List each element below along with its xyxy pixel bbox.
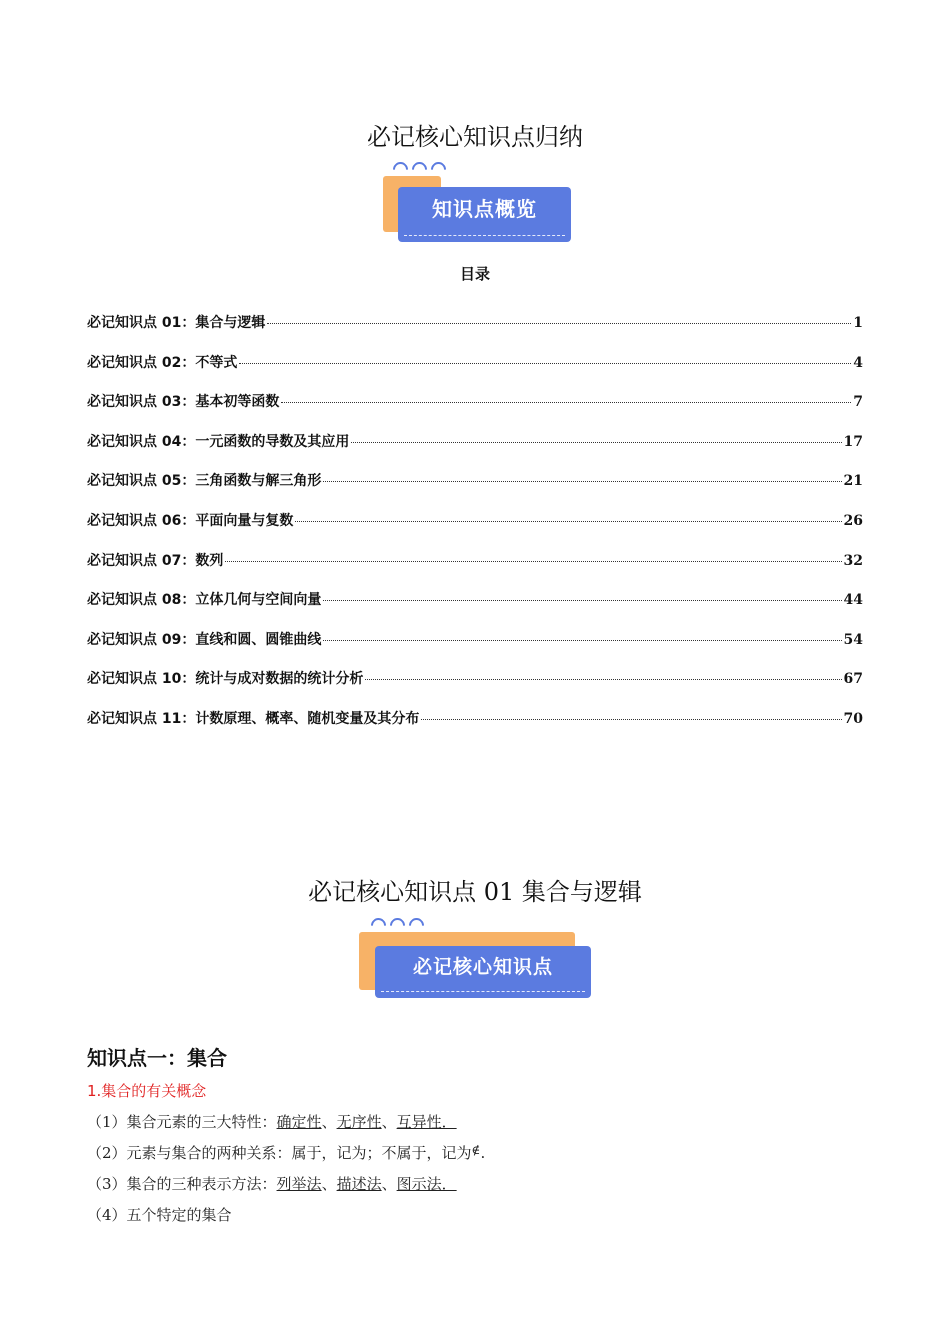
document-title: 必记核心知识点归纳	[367, 123, 583, 151]
overview-banner	[383, 162, 573, 244]
paragraph-properties	[87, 1111, 457, 1132]
toc-row-label: 必记知识点 07：数列	[87, 553, 224, 569]
toc-row[interactable]	[87, 550, 863, 570]
not-in-symbol: ∉	[471, 1143, 481, 1157]
toc-row-page: 4	[853, 355, 863, 371]
toc-row-label: 必记知识点 05：三角函数与解三角形	[87, 473, 322, 489]
toc-row[interactable]	[87, 629, 863, 649]
paragraph-methods	[87, 1173, 457, 1194]
paragraph-relations	[87, 1142, 485, 1163]
subheading-concepts: 1.集合的有关概念	[87, 1082, 207, 1100]
toc-leader-dots	[351, 442, 841, 443]
toc-row-label: 必记知识点 01：集合与逻辑	[87, 315, 266, 331]
toc-row-label: 必记知识点 06：平面向量与复数	[87, 513, 294, 529]
toc-row-page: 67	[843, 671, 863, 687]
toc-row-page: 17	[843, 434, 863, 450]
toc-leader-dots	[323, 600, 841, 601]
section-title: 必记核心知识点 01 集合与逻辑	[308, 878, 642, 906]
term-underlined: 确定性	[276, 1113, 322, 1131]
toc-row-page: 7	[853, 394, 863, 410]
toc-leader-dots	[421, 719, 841, 720]
term-underlined: 列举法	[276, 1175, 322, 1193]
toc-row-label: 必记知识点 03：基本初等函数	[87, 394, 280, 410]
toc-row-page: 70	[843, 711, 863, 727]
toc-row[interactable]	[87, 312, 863, 332]
toc-row-label: 必记知识点 11：计数原理、概率、随机变量及其分布	[87, 711, 420, 727]
text: 、	[381, 1175, 397, 1193]
text: （2）元素与集合的两种关系：属于，记为；不属于，记为	[87, 1144, 472, 1162]
toc-row-page: 32	[843, 553, 863, 569]
overview-banner-label: 知识点概览	[398, 187, 571, 242]
core-banner	[359, 918, 593, 1000]
toc-row[interactable]	[87, 510, 863, 530]
toc-row[interactable]	[87, 391, 863, 411]
toc-leader-dots	[281, 402, 851, 403]
toc-heading: 目录	[459, 265, 490, 283]
toc-row-page: 26	[843, 513, 863, 529]
term-underlined: 描述法	[336, 1175, 382, 1193]
toc-row[interactable]	[87, 470, 863, 490]
term-underlined: 互异性．	[396, 1113, 457, 1131]
toc-leader-dots	[323, 640, 841, 641]
toc-row-label: 必记知识点 10：统计与成对数据的统计分析	[87, 671, 364, 687]
toc-leader-dots	[295, 521, 841, 522]
paragraph-special-sets: （4）五个特定的集合	[87, 1206, 232, 1224]
banner-rings-icon	[393, 162, 446, 177]
toc-row-page: 21	[843, 473, 863, 489]
text: 、	[321, 1113, 337, 1131]
toc-row[interactable]	[87, 708, 863, 728]
text: 、	[321, 1175, 337, 1193]
knowledge-point-heading: 知识点一：集合	[87, 1046, 227, 1070]
toc-leader-dots	[365, 679, 841, 680]
toc-row-page: 44	[843, 592, 863, 608]
toc-leader-dots	[267, 323, 851, 324]
term-underlined: 无序性	[336, 1113, 382, 1131]
toc-row-label: 必记知识点 09：直线和圆、圆锥曲线	[87, 632, 322, 648]
toc-row-page: 54	[843, 632, 863, 648]
toc-row[interactable]	[87, 431, 863, 451]
toc-row[interactable]	[87, 352, 863, 372]
term-underlined: 图示法．	[396, 1175, 457, 1193]
toc-leader-dots	[225, 561, 841, 562]
toc-row-page: 1	[853, 315, 863, 331]
toc-row-label: 必记知识点 08：立体几何与空间向量	[87, 592, 322, 608]
toc-row-label: 必记知识点 04：一元函数的导数及其应用	[87, 434, 350, 450]
toc-row-label: 必记知识点 02：不等式	[87, 355, 238, 371]
text: .	[480, 1144, 486, 1162]
text: （3）集合的三种表示方法：	[87, 1175, 277, 1193]
toc-row[interactable]	[87, 589, 863, 609]
text: 、	[381, 1113, 397, 1131]
text: （1）集合元素的三大特性：	[87, 1113, 277, 1131]
banner-rings-icon	[371, 918, 424, 933]
toc-leader-dots	[323, 481, 841, 482]
core-banner-label: 必记核心知识点	[375, 946, 591, 998]
toc-row[interactable]	[87, 668, 863, 688]
toc-leader-dots	[239, 363, 851, 364]
